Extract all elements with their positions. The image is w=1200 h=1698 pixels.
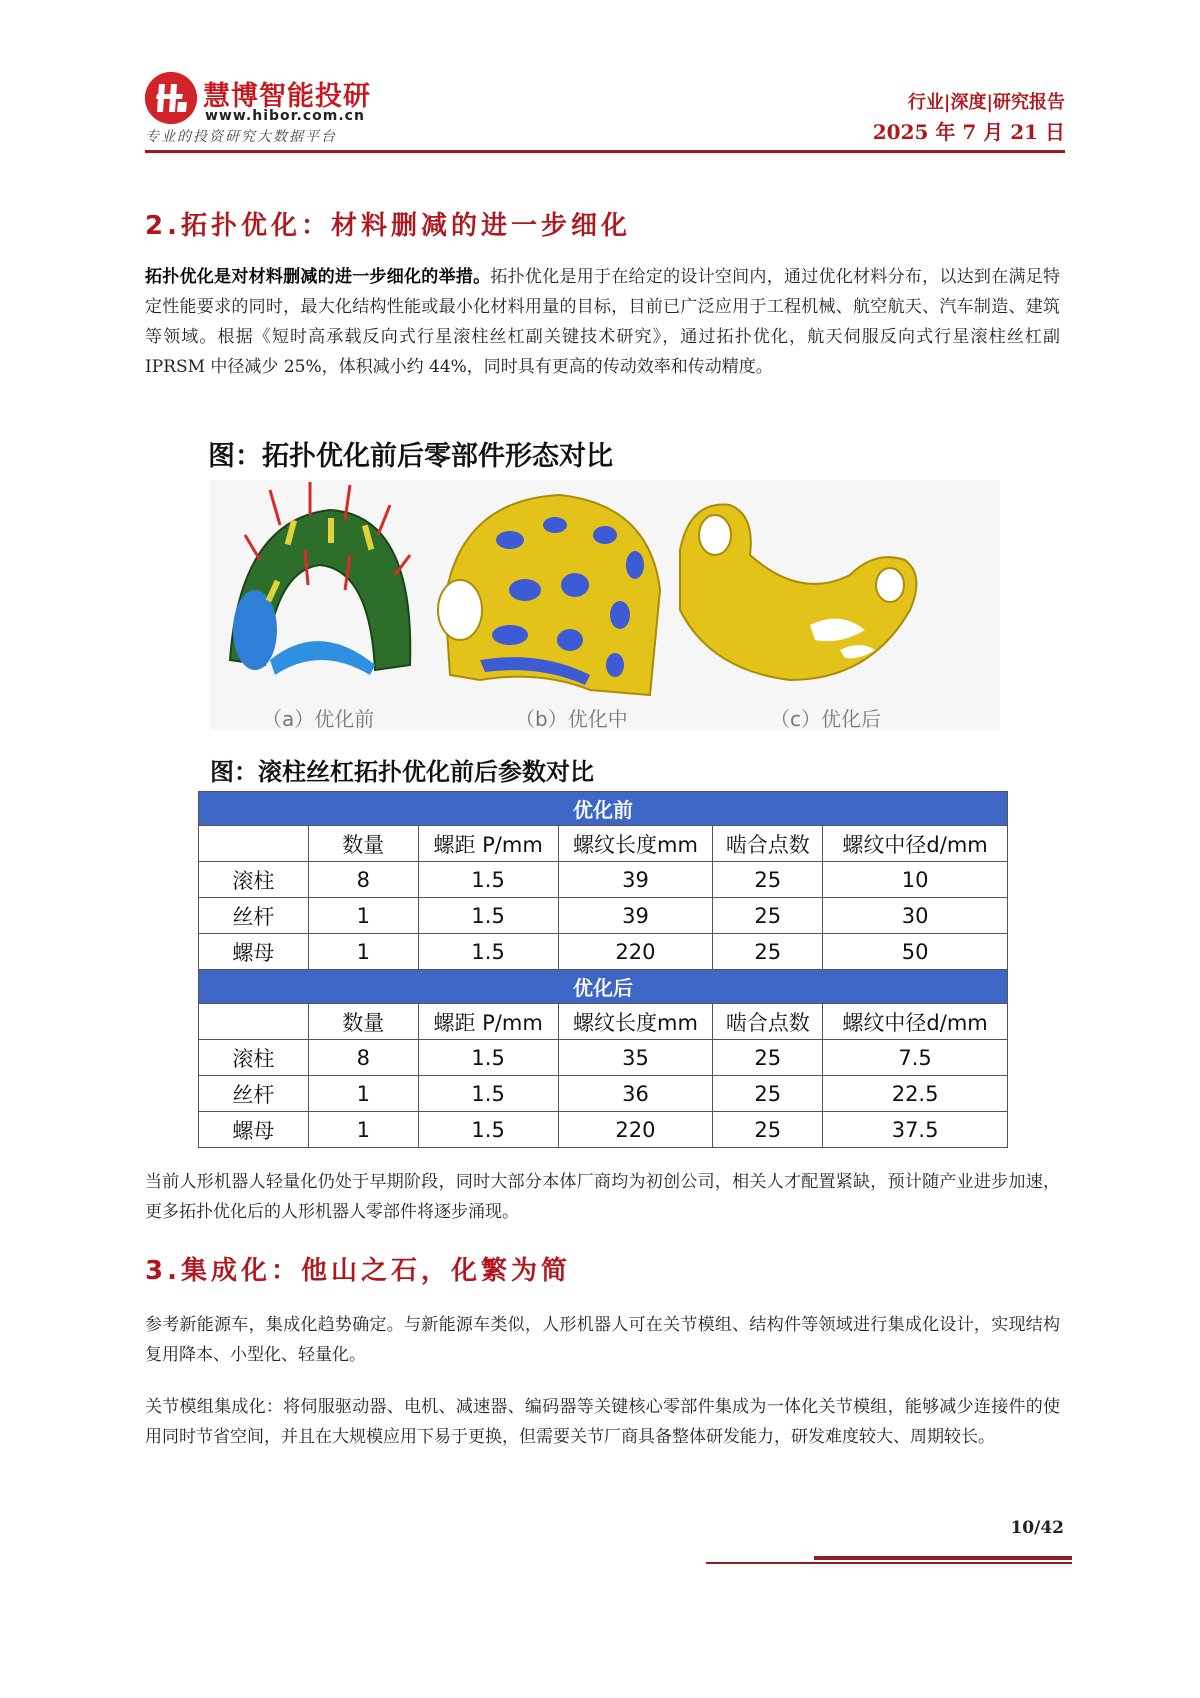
table-row <box>199 862 1008 898</box>
section-2-lead: 拓扑优化是对材料删减的进一步细化的举措。 <box>145 267 491 287</box>
after-band-label: 优化后 <box>199 970 1008 1004</box>
table-cell: 螺母 <box>199 934 309 970</box>
footer-divider-thick <box>814 1556 1072 1560</box>
header-cell: 啮合点数 <box>713 826 823 862</box>
hibor-logo-icon <box>145 72 197 124</box>
table-cell: 1.5 <box>418 1040 558 1076</box>
header-cell <box>199 826 309 862</box>
part-during-optimization <box>438 495 660 695</box>
table-cell: 1.5 <box>418 898 558 934</box>
topology-parts-illustration <box>210 480 1000 730</box>
section-3-paragraph-1: 参考新能源车，集成化趋势确定。与新能源车类似，人形机器人可在关节模组、结构件等领域进行集成化设计，实现结构复用降本、小型化、轻量化。 <box>145 1315 1060 1365</box>
figure-caption-b: （b）优化中 <box>515 707 628 731</box>
table-header-row <box>199 1004 1008 1040</box>
header-cell: 螺纹长度mm <box>558 1004 713 1040</box>
table-row <box>199 1076 1008 1112</box>
before-band-label: 优化前 <box>199 792 1008 826</box>
table-cell: 39 <box>558 862 713 898</box>
table-cell: 7.5 <box>823 1040 1008 1076</box>
section-2-body: 拓扑优化是用于在给定的设计空间内，通过优化材料分布，以达到在满足特定性能要求的同时，最大化结构性能或最小化材料用量的目标，目前已广泛应用于工程机械、航空航天、汽车制造、建筑等领域。根据《短时高承载反向式行星滚柱丝杠副关键技术研究》，通过拓扑优化，航天伺服反向式行星滚柱丝杠副 IPRSM 中径减少 25%，体积减小约 44%，同时具有更高的传动效率和传动精度。 <box>145 267 1061 377</box>
table-cell: 丝杆 <box>199 898 309 934</box>
after-band-row <box>199 970 1008 1004</box>
table-cell: 25 <box>713 1076 823 1112</box>
table-cell: 1.5 <box>418 1112 558 1148</box>
header-cell: 数量 <box>308 1004 418 1040</box>
part-after-optimization <box>680 505 916 680</box>
logo-url[interactable]: www.hibor.com.cn <box>205 108 365 124</box>
header-cell: 啮合点数 <box>713 1004 823 1040</box>
header-cell: 螺纹中径d/mm <box>823 826 1008 862</box>
table-cell: 10 <box>823 862 1008 898</box>
footer-divider-thin <box>706 1562 1072 1564</box>
table-cell: 25 <box>713 1040 823 1076</box>
section-3-title: 3.集成化：他山之石，化繁为简 <box>145 1256 571 1286</box>
after-table-paragraph: 当前人形机器人轻量化仍处于早期阶段，同时大部分本体厂商均为初创公司，相关人才配置紧缺，预计随产业进步加速，更多拓扑优化后的人形机器人零部件将逐步涌现。 <box>145 1172 1060 1222</box>
table-cell: 25 <box>713 862 823 898</box>
table-cell: 50 <box>823 934 1008 970</box>
header-cell: 螺距 P/mm <box>418 1004 558 1040</box>
table-cell: 1.5 <box>418 862 558 898</box>
report-type: 行业|深度|研究报告 <box>907 92 1065 113</box>
table-row <box>199 934 1008 970</box>
table-cell: 1 <box>308 934 418 970</box>
table-row <box>199 898 1008 934</box>
table-title: 图：滚柱丝杠拓扑优化前后参数对比 <box>210 758 594 786</box>
figure-caption-c: （c）优化后 <box>770 707 881 731</box>
table-cell: 滚柱 <box>199 862 309 898</box>
table-cell: 8 <box>308 1040 418 1076</box>
parameter-comparison-table <box>198 791 1008 1148</box>
page-header <box>145 70 1065 152</box>
table-cell: 37.5 <box>823 1112 1008 1148</box>
figure-title: 图：拓扑优化前后零部件形态对比 <box>208 441 613 472</box>
figure-caption-a: （a）优化前 <box>262 707 375 731</box>
table-cell: 220 <box>558 934 713 970</box>
table-cell: 36 <box>558 1076 713 1112</box>
part-before-optimization <box>230 482 410 675</box>
figure-image <box>210 480 1000 730</box>
header-cell <box>199 1004 309 1040</box>
table-header-row <box>199 826 1008 862</box>
table-cell: 1.5 <box>418 1076 558 1112</box>
table-cell: 220 <box>558 1112 713 1148</box>
header-cell: 螺距 P/mm <box>418 826 558 862</box>
header-cell: 螺纹中径d/mm <box>823 1004 1008 1040</box>
header-divider <box>145 150 1065 153</box>
header-cell: 数量 <box>308 826 418 862</box>
table-row <box>199 1040 1008 1076</box>
table-cell: 8 <box>308 862 418 898</box>
table-cell: 30 <box>823 898 1008 934</box>
table-cell: 35 <box>558 1040 713 1076</box>
table-row <box>199 1112 1008 1148</box>
table-cell: 25 <box>713 934 823 970</box>
logo-name: 慧博智能投研 <box>203 81 371 112</box>
table-cell: 1 <box>308 1112 418 1148</box>
table-cell: 25 <box>713 898 823 934</box>
table-cell: 25 <box>713 1112 823 1148</box>
header-cell: 螺纹长度mm <box>558 826 713 862</box>
section-3-paragraph-2: 关节模组集成化：将伺服驱动器、电机、减速器、编码器等关键核心零部件集成为一体化关节模组，能够减少连接件的使用同时节省空间，并且在大规模应用下易于更换，但需要关节厂商具备整体研发能力，研发难度较大、周期较长。 <box>145 1397 1060 1447</box>
page-number: 10/42 <box>1010 1518 1064 1538</box>
table-cell: 1.5 <box>418 934 558 970</box>
logo-tagline: 专业的投资研究大数据平台 <box>145 129 337 145</box>
section-2-paragraph <box>145 262 1060 382</box>
table-cell: 丝杆 <box>199 1076 309 1112</box>
table-cell: 螺母 <box>199 1112 309 1148</box>
table-cell: 滚柱 <box>199 1040 309 1076</box>
table-cell: 22.5 <box>823 1076 1008 1112</box>
before-band-row <box>199 792 1008 826</box>
table-cell: 39 <box>558 898 713 934</box>
section-2-title: 2.拓扑优化：材料删减的进一步细化 <box>145 211 631 241</box>
table-cell: 1 <box>308 1076 418 1112</box>
table-cell: 1 <box>308 898 418 934</box>
report-date: 2025 年 7 月 21 日 <box>872 120 1065 144</box>
